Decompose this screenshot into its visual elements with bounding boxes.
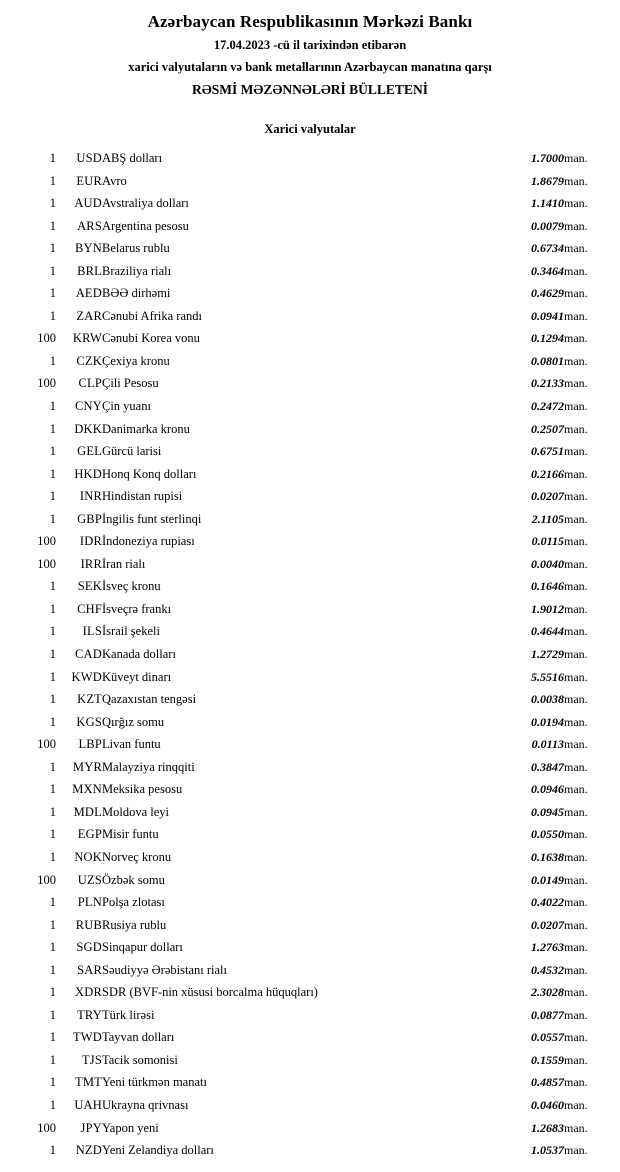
currency-rate-unit: man. [564, 917, 588, 932]
currency-amount: 1 [49, 624, 56, 639]
currency-rate-unit: man. [564, 601, 588, 616]
currency-name: Cənubi Afrika randı [102, 308, 202, 323]
currency-code: KRW [72, 331, 102, 346]
currency-rate-unit: man. [564, 962, 588, 977]
currency-amount: 1 [49, 511, 56, 526]
table-row [16, 643, 604, 666]
table-row [16, 801, 604, 824]
table-row [16, 192, 604, 215]
currency-code: CLP [78, 376, 102, 391]
currency-rate-unit: man. [564, 579, 588, 594]
currency-rate-value: 0.0207 [531, 489, 564, 504]
currency-rate-unit: man. [564, 1030, 588, 1045]
currency-amount: 1 [49, 1143, 56, 1158]
currency-rate-unit: man. [564, 263, 588, 278]
currency-name: Özbək somu [102, 872, 165, 887]
currency-rate-unit: man. [564, 353, 588, 368]
currency-rate-value: 0.3847 [531, 759, 564, 774]
currency-name: Polşa zlotası [102, 895, 165, 910]
currency-amount: 1 [49, 218, 56, 233]
currency-rate-value: 2.3028 [531, 985, 564, 1000]
table-row [16, 1026, 604, 1049]
currency-code: NOK [74, 849, 102, 864]
table-row [16, 440, 604, 463]
currency-amount: 1 [49, 286, 56, 301]
currency-rate-unit: man. [564, 196, 588, 211]
table-row [16, 846, 604, 869]
currency-rate-value: 5.5516 [531, 669, 564, 684]
currency-rate-unit: man. [564, 1143, 588, 1158]
currency-code: AUD [74, 196, 102, 211]
currency-rate-unit: man. [564, 331, 588, 346]
table-row [16, 823, 604, 846]
currency-name: İngilis funt sterlinqi [102, 511, 202, 526]
currency-rate-value: 0.6751 [531, 444, 564, 459]
currency-name: Meksika pesosu [102, 782, 183, 797]
currency-amount: 1 [49, 601, 56, 616]
currency-code: AED [75, 286, 102, 301]
currency-rate-unit: man. [564, 872, 588, 887]
table-row [16, 1049, 604, 1072]
currency-amount: 100 [37, 331, 56, 346]
currency-name: Norveç kronu [102, 849, 172, 864]
table-row [16, 327, 604, 350]
currency-rate-value: 0.0460 [531, 1097, 564, 1112]
currency-rate-value: 0.0079 [531, 218, 564, 233]
currency-name: Danimarka kronu [102, 421, 190, 436]
currency-amount: 1 [49, 917, 56, 932]
currency-amount: 100 [37, 872, 56, 887]
currency-code: DKK [74, 421, 102, 436]
currency-amount: 1 [49, 849, 56, 864]
currency-name: Cənubi Korea vonu [102, 331, 200, 346]
currency-rate-unit: man. [564, 421, 588, 436]
currency-name: İsveç kronu [102, 579, 161, 594]
currency-amount: 1 [49, 804, 56, 819]
currency-amount: 100 [37, 1120, 56, 1135]
currency-rate-value: 0.1638 [531, 849, 564, 864]
currency-rate-unit: man. [564, 1007, 588, 1022]
table-row [16, 1094, 604, 1117]
currency-rate-value: 0.0040 [531, 556, 564, 571]
table-row [16, 215, 604, 238]
currency-code: TWD [72, 1030, 102, 1045]
table-row [16, 778, 604, 801]
currency-code: TMT [75, 1075, 102, 1090]
table-row [16, 485, 604, 508]
currency-amount: 1 [49, 1007, 56, 1022]
currency-amount: 1 [49, 782, 56, 797]
currency-amount: 1 [49, 1052, 56, 1067]
table-row [16, 237, 604, 260]
currency-rate-value: 1.0537 [531, 1143, 564, 1158]
table-row [16, 598, 604, 621]
currency-amount: 1 [49, 421, 56, 436]
currency-rate-value: 0.0115 [531, 534, 564, 549]
currency-name: Qazaxıstan tengəsi [102, 692, 197, 707]
currency-name: İsveçrə frankı [102, 601, 172, 616]
table-row [16, 260, 604, 283]
currency-amount: 1 [49, 985, 56, 1000]
currency-rate-unit: man. [564, 308, 588, 323]
currency-code: TJS [81, 1052, 102, 1067]
currency-rate-value: 2.1105 [531, 511, 564, 526]
table-row [16, 1004, 604, 1027]
currency-rate-unit: man. [564, 985, 588, 1000]
currency-code: BYN [75, 241, 102, 256]
table-row [16, 733, 604, 756]
currency-rate-value: 0.3464 [531, 263, 564, 278]
currency-name: Braziliya rialı [102, 263, 172, 278]
currency-rate-unit: man. [564, 827, 588, 842]
currency-name: Küveyt dinarı [102, 669, 172, 684]
section-title-foreign-currencies: Xarici valyutalar [264, 122, 356, 136]
currency-amount: 1 [49, 827, 56, 842]
currency-rate-unit: man. [564, 151, 588, 165]
currency-rate-unit: man. [564, 692, 588, 707]
currency-rate-value: 0.2166 [531, 466, 564, 481]
table-row [16, 891, 604, 914]
currency-name: Çili Pesosu [102, 376, 159, 391]
currency-rate-value: 1.8679 [531, 173, 564, 188]
currency-name: Malayziya rinqqiti [102, 759, 195, 774]
bank-title: Azərbaycan Respublikasının Mərkəzi Bankı [147, 12, 473, 31]
currency-rate-value: 0.0945 [531, 804, 564, 819]
table-row [16, 530, 604, 553]
currency-amount: 1 [49, 151, 56, 165]
currency-rate-value: 0.2507 [531, 421, 564, 436]
currency-rate-value: 0.4644 [531, 624, 564, 639]
currency-rate-unit: man. [564, 737, 588, 752]
currency-rate-value: 0.4857 [531, 1075, 564, 1090]
table-row [16, 350, 604, 373]
currency-name: İndoneziya rupiası [102, 534, 195, 549]
currency-amount: 1 [49, 1097, 56, 1112]
currency-amount: 1 [49, 399, 56, 414]
currency-name: Ukrayna qrivnası [102, 1097, 189, 1112]
bulletin-heading: RƏSMİ MƏZƏNNƏLƏRİ BÜLLETENİ [192, 82, 428, 97]
currency-amount: 1 [49, 940, 56, 955]
currency-rate-unit: man. [564, 1075, 588, 1090]
currency-name: Kanada dolları [102, 647, 176, 662]
currency-rate-value: 0.0207 [531, 917, 564, 932]
currency-amount: 1 [49, 962, 56, 977]
currency-rate-value: 0.1559 [531, 1052, 564, 1067]
currency-rate-value: 0.4532 [531, 962, 564, 977]
currency-code: KZT [77, 692, 102, 707]
currency-amount: 1 [49, 669, 56, 684]
currency-amount: 1 [49, 353, 56, 368]
currency-code: LBP [78, 737, 102, 752]
currency-name: Qırğız somu [102, 714, 165, 729]
table-row [16, 756, 604, 779]
currency-code: ZAR [76, 308, 102, 323]
currency-code: NZD [75, 1143, 102, 1158]
currency-amount: 1 [49, 579, 56, 594]
table-row [16, 869, 604, 892]
currency-name: Argentina pesosu [102, 218, 189, 233]
currency-code: SEK [77, 579, 102, 594]
currency-name: Moldova leyi [102, 804, 170, 819]
currency-rate-unit: man. [564, 849, 588, 864]
currency-rate-unit: man. [564, 218, 588, 233]
currency-amount: 1 [49, 196, 56, 211]
currency-name: İsrail şekeli [102, 624, 160, 639]
currency-rate-value: 0.0550 [531, 827, 564, 842]
currency-name: Tayvan dolları [102, 1030, 175, 1045]
currency-code: PLN [77, 895, 102, 910]
currency-rate-value: 0.0877 [531, 1007, 564, 1022]
currency-code: SGD [76, 940, 102, 955]
currency-rate-value: 0.4629 [531, 286, 564, 301]
currency-code: BRL [77, 263, 102, 278]
table-row [16, 282, 604, 305]
table-row [16, 305, 604, 328]
table-row [16, 170, 604, 193]
currency-name: Livan funtu [102, 737, 161, 752]
table-row [16, 936, 604, 959]
currency-code: CAD [75, 647, 102, 662]
currency-rate-value: 0.1646 [531, 579, 564, 594]
currency-code: CNY [75, 399, 102, 414]
table-row [16, 620, 604, 643]
table-row [16, 508, 604, 531]
currency-rate-unit: man. [564, 804, 588, 819]
currency-code: ILS [82, 624, 102, 639]
table-row [16, 463, 604, 486]
table-row [16, 914, 604, 937]
currency-rate-unit: man. [564, 669, 588, 684]
document-header [16, 12, 604, 98]
currency-amount: 1 [49, 1075, 56, 1090]
currency-rate-value: 0.0113 [531, 737, 564, 752]
currency-name: Belarus rublu [102, 241, 170, 256]
currency-rate-value: 0.2472 [531, 399, 564, 414]
currency-rate-value: 0.0149 [531, 872, 564, 887]
currency-name: SDR (BVF-nin xüsusi borcalma hüquqları) [102, 985, 318, 1000]
table-row [16, 981, 604, 1004]
currency-amount: 1 [49, 692, 56, 707]
table-row [16, 418, 604, 441]
currency-code: UAH [74, 1097, 102, 1112]
currency-code: HKD [74, 466, 102, 481]
table-row [16, 1071, 604, 1094]
currency-rate-unit: man. [564, 556, 588, 571]
currency-rate-unit: man. [564, 1052, 588, 1067]
currency-rate-value: 1.9012 [531, 601, 564, 616]
document-subtitle: xarici valyutaların və bank metallarının Azərbaycan manatına qarşı [128, 60, 492, 74]
table-row [16, 959, 604, 982]
currency-name: Yeni türkmən manatı [102, 1075, 207, 1090]
currency-code: INR [79, 489, 102, 504]
currency-rate-unit: man. [564, 624, 588, 639]
currency-rate-value: 1.1410 [531, 196, 564, 211]
currency-name: Çin yuanı [102, 399, 151, 414]
currency-name: Səudiyyə Ərəbistanı rialı [102, 962, 227, 977]
table-row [16, 575, 604, 598]
currency-rate-unit: man. [564, 466, 588, 481]
currency-code: EUR [76, 173, 102, 188]
currency-amount: 1 [49, 647, 56, 662]
currency-name: Yapon yeni [102, 1120, 159, 1135]
currency-rate-unit: man. [564, 399, 588, 414]
currency-code: CZK [76, 353, 102, 368]
table-row [16, 688, 604, 711]
currency-amount: 100 [37, 376, 56, 391]
currency-code: RUB [75, 917, 102, 932]
currency-rate-unit: man. [564, 940, 588, 955]
currency-name: Avro [102, 173, 127, 188]
currency-code: EGP [77, 827, 102, 842]
currency-name: Hindistan rupisi [102, 489, 183, 504]
currency-amount: 1 [49, 444, 56, 459]
currency-rate-value: 1.2729 [531, 647, 564, 662]
currency-amount: 100 [37, 556, 56, 571]
currency-code: XDR [75, 985, 102, 1000]
currency-code: GBP [77, 511, 102, 526]
currency-rate-unit: man. [564, 759, 588, 774]
currency-name: Tacik somonisi [102, 1052, 178, 1067]
currency-amount: 1 [49, 759, 56, 774]
currency-rate-unit: man. [564, 895, 588, 910]
currency-name: Yeni Zelandiya dolları [102, 1143, 214, 1158]
currency-rate-unit: man. [564, 647, 588, 662]
currency-name: Çexiya kronu [102, 353, 170, 368]
effective-date-line: 17.04.2023 -cü il tarixindən etibarən [213, 38, 407, 52]
currency-rate-value: 0.0038 [531, 692, 564, 707]
currency-rate-value: 1.2683 [531, 1120, 564, 1135]
currency-rate-value: 0.2133 [531, 376, 564, 391]
currency-rate-unit: man. [564, 714, 588, 729]
currency-code: KWD [71, 669, 102, 684]
currency-name: Türk lirəsi [102, 1007, 155, 1022]
currency-name: İran rialı [102, 556, 146, 571]
table-row [16, 1139, 604, 1162]
currency-rate-value: 0.4022 [531, 895, 564, 910]
currency-rate-unit: man. [564, 534, 588, 549]
currency-name: ABŞ dolları [102, 151, 163, 165]
currency-name: Misir funtu [102, 827, 159, 842]
currency-rate-unit: man. [564, 489, 588, 504]
currency-amount: 100 [37, 534, 56, 549]
currency-name: BƏƏ dirhəmi [102, 286, 171, 301]
currency-rate-value: 0.0194 [531, 714, 564, 729]
currency-rate-value: 0.0941 [531, 308, 564, 323]
currency-code: MXN [72, 782, 102, 797]
currency-code: SAR [77, 962, 102, 977]
currency-rate-unit: man. [564, 444, 588, 459]
currency-rate-unit: man. [564, 173, 588, 188]
currency-code: GEL [77, 444, 102, 459]
currency-code: CHF [77, 601, 102, 616]
table-row [16, 372, 604, 395]
currency-rate-value: 1.2763 [531, 940, 564, 955]
currency-code: ARS [77, 218, 102, 233]
currency-amount: 1 [49, 173, 56, 188]
currency-amount: 1 [49, 263, 56, 278]
currency-code: KGS [76, 714, 102, 729]
currency-amount: 1 [49, 308, 56, 323]
table-row [16, 666, 604, 689]
currency-rate-value: 0.0557 [531, 1030, 564, 1045]
currency-rates-body [16, 147, 604, 1162]
currency-name: Sinqapur dolları [102, 940, 183, 955]
currency-rate-unit: man. [564, 1120, 588, 1135]
currency-name: Rusiya rublu [102, 917, 167, 932]
currency-rate-unit: man. [564, 1097, 588, 1112]
currency-name: Avstraliya dolları [102, 196, 189, 211]
currency-rates-table [16, 147, 604, 1162]
currency-code: USD [76, 151, 102, 165]
table-row [16, 553, 604, 576]
currency-rate-value: 0.0946 [531, 782, 564, 797]
currency-amount: 1 [49, 241, 56, 256]
currency-amount: 1 [49, 1030, 56, 1045]
currency-rate-unit: man. [564, 376, 588, 391]
table-row [16, 395, 604, 418]
table-row [16, 147, 604, 170]
currency-amount: 100 [37, 737, 56, 752]
currency-code: UZS [77, 872, 102, 887]
currency-rate-unit: man. [564, 782, 588, 797]
currency-name: Gürcü larisi [102, 444, 162, 459]
table-row [16, 1117, 604, 1140]
currency-amount: 1 [49, 466, 56, 481]
currency-rate-unit: man. [564, 511, 588, 526]
currency-amount: 1 [49, 895, 56, 910]
currency-rate-value: 0.6734 [531, 241, 564, 256]
currency-code: IDR [79, 534, 102, 549]
currency-code: JPY [80, 1120, 102, 1135]
currency-rate-value: 0.1294 [531, 331, 564, 346]
currency-code: IRR [80, 556, 102, 571]
currency-code: MDL [73, 804, 102, 819]
table-row [16, 711, 604, 734]
currency-rate-value: 0.0801 [531, 353, 564, 368]
currency-amount: 1 [49, 714, 56, 729]
currency-name: Honq Konq dolları [102, 466, 197, 481]
currency-rate-unit: man. [564, 241, 588, 256]
currency-code: MYR [72, 759, 102, 774]
currency-rate-unit: man. [564, 286, 588, 301]
currency-amount: 1 [49, 489, 56, 504]
currency-rate-value: 1.7000 [531, 151, 564, 165]
currency-code: TRY [77, 1007, 102, 1022]
